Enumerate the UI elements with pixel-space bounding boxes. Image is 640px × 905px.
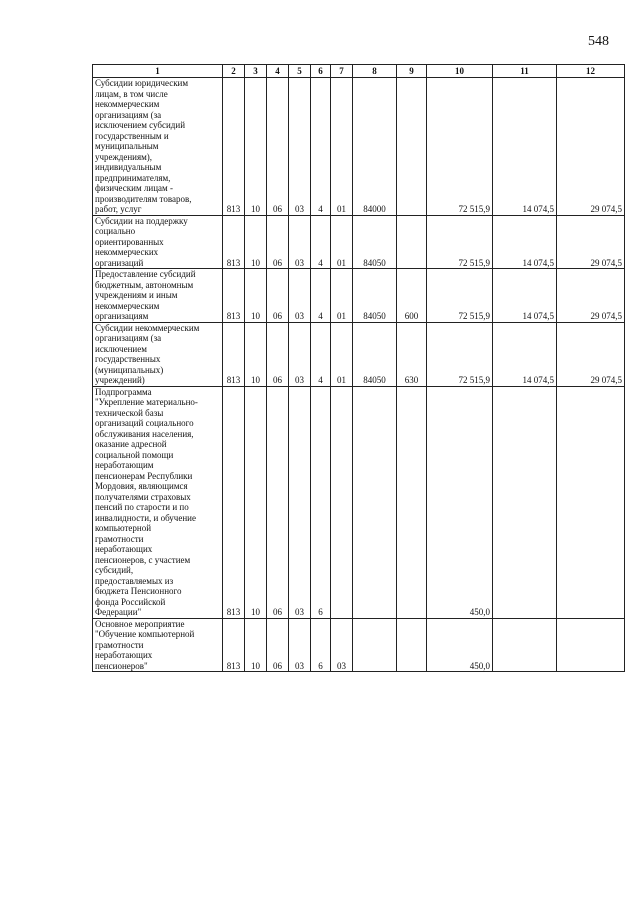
col-header-4: 4 — [267, 65, 289, 78]
cell-col-5: 03 — [289, 269, 311, 323]
cell-col-3: 10 — [245, 618, 267, 672]
cell-col-11 — [493, 386, 557, 618]
cell-col-10: 72 515,9 — [427, 269, 493, 323]
cell-col-2: 813 — [223, 269, 245, 323]
cell-col-11: 14 074,5 — [493, 322, 557, 386]
cell-col-8: 84050 — [353, 215, 397, 269]
cell-col-9 — [397, 386, 427, 618]
cell-col-9: 630 — [397, 322, 427, 386]
cell-col-8: 84050 — [353, 269, 397, 323]
cell-col-3: 10 — [245, 386, 267, 618]
cell-col-7 — [331, 386, 353, 618]
cell-col-2: 813 — [223, 618, 245, 672]
table-row — [93, 618, 625, 672]
cell-col-2: 813 — [223, 386, 245, 618]
cell-col-3: 10 — [245, 215, 267, 269]
cell-col-8: 84050 — [353, 322, 397, 386]
col-header-2: 2 — [223, 65, 245, 78]
row-name: Предоставление субсидий бюджетным, автономным учреждениям и иным некоммерческим организациям — [93, 269, 223, 323]
cell-col-12: 29 074,5 — [557, 215, 625, 269]
row-name: Субсидии на поддержку социально ориентированных некоммерческих организаций — [93, 215, 223, 269]
cell-col-5: 03 — [289, 215, 311, 269]
cell-col-7: 01 — [331, 269, 353, 323]
cell-col-5: 03 — [289, 78, 311, 216]
cell-col-4: 06 — [267, 386, 289, 618]
cell-col-10: 72 515,9 — [427, 78, 493, 216]
cell-col-4: 06 — [267, 322, 289, 386]
cell-col-11: 14 074,5 — [493, 269, 557, 323]
row-name: Субсидии юридическим лицам, в том числе некоммерческим организациям (за исключением субсидий государственным и муниципальным учреждениям), индивидуальным предпринимателям, физическим лицам - производителям товаров, работ, услуг — [93, 78, 223, 216]
row-name: Подпрограмма "Укрепление материально- технической базы организаций социального обслуживания населения, оказание адресной социальной помощи неработающим пенсионерам Республики Мордовия, являющимся получателями страховых пенсий по старости и по инвалидности, и обучение компьютерной грамотности неработающих пенсионеров, с участием субсидий, предоставляемых из бюджета Пенсионного фонда Российской Федерации" — [93, 386, 223, 618]
cell-col-2: 813 — [223, 78, 245, 216]
cell-col-9: 600 — [397, 269, 427, 323]
cell-col-3: 10 — [245, 322, 267, 386]
cell-col-12 — [557, 618, 625, 672]
cell-col-12: 29 074,5 — [557, 78, 625, 216]
cell-col-11: 14 074,5 — [493, 78, 557, 216]
table-header — [93, 65, 625, 78]
cell-col-6: 4 — [311, 215, 331, 269]
cell-col-8 — [353, 386, 397, 618]
col-header-1: 1 — [93, 65, 223, 78]
cell-col-6: 4 — [311, 322, 331, 386]
cell-col-3: 10 — [245, 269, 267, 323]
cell-col-2: 813 — [223, 215, 245, 269]
cell-col-6: 6 — [311, 618, 331, 672]
cell-col-6: 4 — [311, 269, 331, 323]
cell-col-12 — [557, 386, 625, 618]
col-header-11: 11 — [493, 65, 557, 78]
row-name: Основное мероприятие "Обучение компьютерной грамотности неработающих пенсионеров" — [93, 618, 223, 672]
cell-col-4: 06 — [267, 269, 289, 323]
cell-col-5: 03 — [289, 618, 311, 672]
cell-col-2: 813 — [223, 322, 245, 386]
table-row — [93, 215, 625, 269]
table-row — [93, 78, 625, 216]
cell-col-3: 10 — [245, 78, 267, 216]
cell-col-11 — [493, 618, 557, 672]
cell-col-11: 14 074,5 — [493, 215, 557, 269]
cell-col-5: 03 — [289, 322, 311, 386]
cell-col-12: 29 074,5 — [557, 269, 625, 323]
cell-col-8: 84000 — [353, 78, 397, 216]
table-row — [93, 322, 625, 386]
col-header-7: 7 — [331, 65, 353, 78]
cell-col-6: 6 — [311, 386, 331, 618]
cell-col-10: 72 515,9 — [427, 322, 493, 386]
cell-col-12: 29 074,5 — [557, 322, 625, 386]
col-header-3: 3 — [245, 65, 267, 78]
cell-col-9 — [397, 618, 427, 672]
col-header-8: 8 — [353, 65, 397, 78]
cell-col-6: 4 — [311, 78, 331, 216]
col-header-10: 10 — [427, 65, 493, 78]
cell-col-5: 03 — [289, 386, 311, 618]
header-row — [93, 65, 625, 78]
cell-col-10: 450,0 — [427, 618, 493, 672]
cell-col-4: 06 — [267, 215, 289, 269]
cell-col-10: 450,0 — [427, 386, 493, 618]
cell-col-8 — [353, 618, 397, 672]
cell-col-7: 01 — [331, 78, 353, 216]
cell-col-4: 06 — [267, 618, 289, 672]
cell-col-9 — [397, 78, 427, 216]
page-number: 548 — [588, 34, 609, 49]
cell-col-9 — [397, 215, 427, 269]
cell-col-10: 72 515,9 — [427, 215, 493, 269]
cell-col-7: 01 — [331, 322, 353, 386]
col-header-5: 5 — [289, 65, 311, 78]
cell-col-7: 03 — [331, 618, 353, 672]
cell-col-7: 01 — [331, 215, 353, 269]
col-header-9: 9 — [397, 65, 427, 78]
cell-col-4: 06 — [267, 78, 289, 216]
table-row — [93, 269, 625, 323]
table-row — [93, 386, 625, 618]
row-name: Субсидии некоммерческим организациям (за исключением государственных (муниципальных) учреждений) — [93, 322, 223, 386]
budget-table — [92, 64, 625, 672]
col-header-6: 6 — [311, 65, 331, 78]
col-header-12: 12 — [557, 65, 625, 78]
